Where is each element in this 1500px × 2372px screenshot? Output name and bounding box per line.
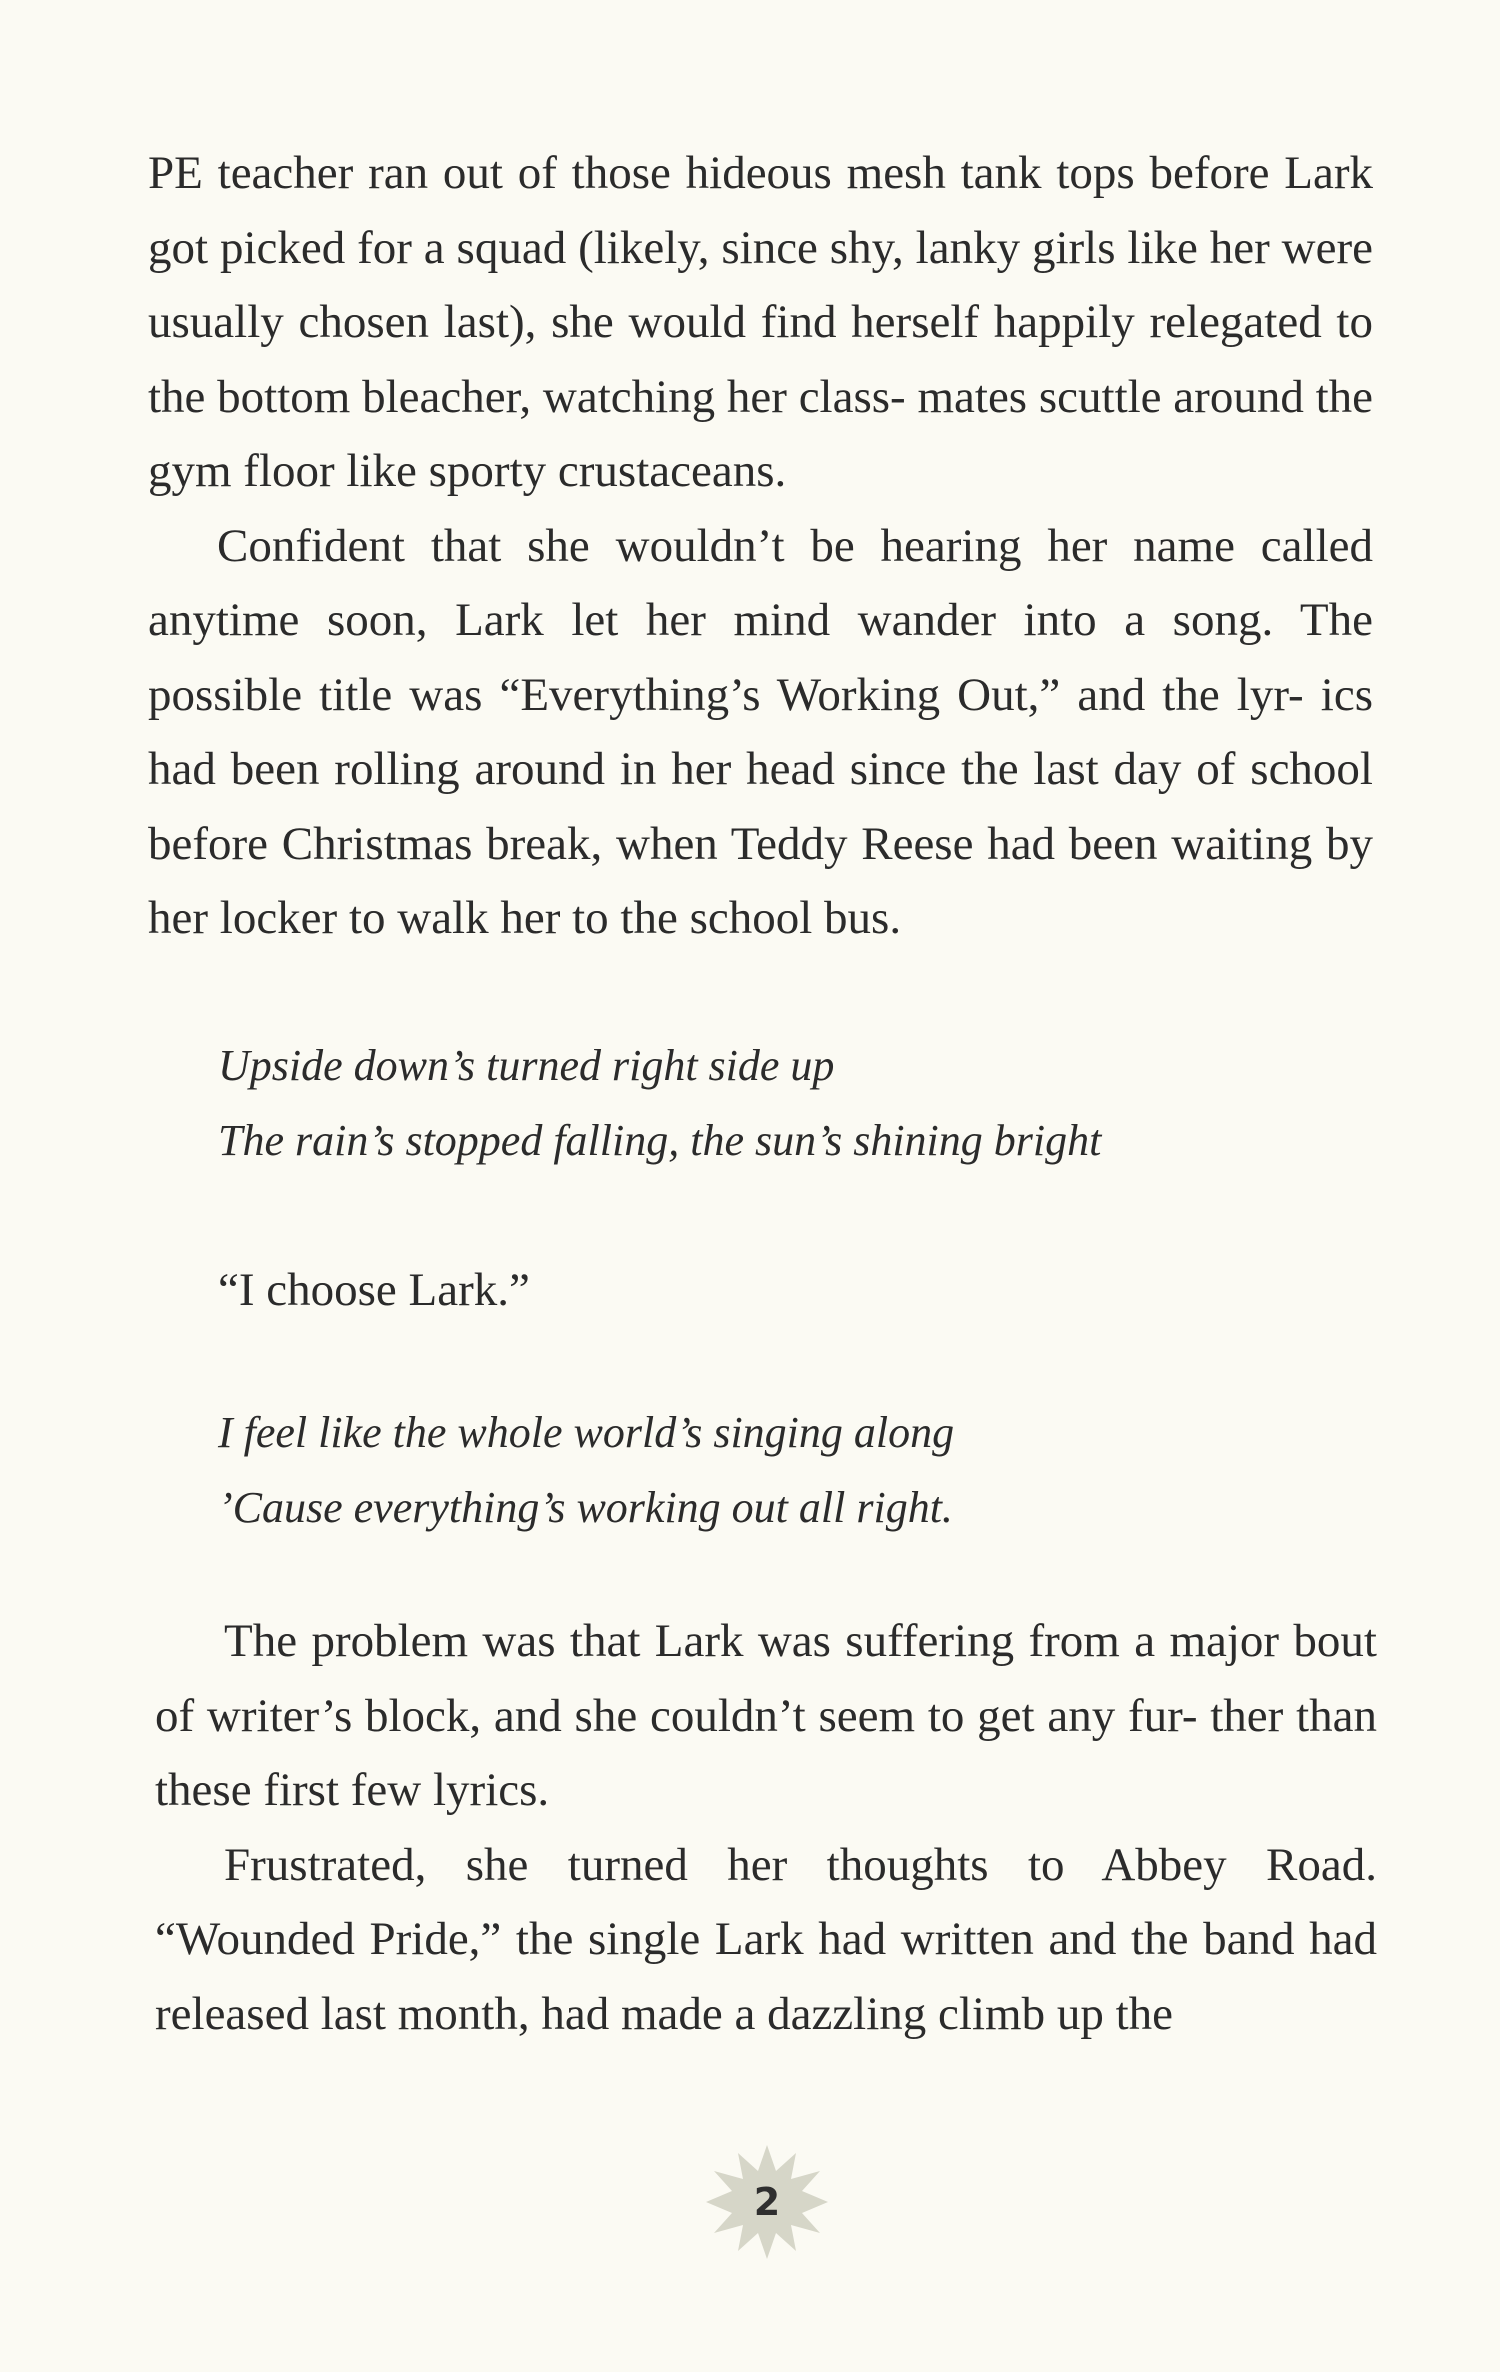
lyric-line: Upside down’s turned right side up — [218, 1041, 835, 1090]
paragraph-continuation: PE teacher ran out of those hideous mesh tank tops before Lark got picked for a squad (likely, since shy, lanky girls like her were usually chosen last), she would find herself happily relegated to the bottom bleacher, watching her class- mates scuttle around the gym floor like sporty crustaceans. — [148, 147, 1373, 497]
paragraph-confident: Confident that she wouldn’t be hearing her name called anytime soon, Lark let her mind wander into a song. The possible title was “Everything’s Working Out,” and the lyr- ics had been rolling around in her head since the last day of school before Christmas break, when Teddy Reese had been waiting by her locker to walk her to the school bus. — [148, 519, 1373, 944]
paragraph-frustrated: Frustrated, she turned her thoughts to Abbey Road. “Wounded Pride,” the single Lark had written and the band had released last month, had made a dazzling climb up the — [155, 1838, 1377, 2040]
page-number: 2 — [753, 2180, 781, 2224]
text-block-upper — [148, 136, 1373, 956]
page-number-badge — [692, 2127, 842, 2277]
paragraph-problem: The problem was that Lark was suffering from a major bout of writer’s block, and she couldn’t seem to get any fur- ther than these first few lyrics. — [155, 1615, 1377, 1816]
lyric-line: I feel like the whole world’s singing along — [218, 1408, 955, 1457]
text-block-lower — [155, 1604, 1377, 2051]
lyric-line: ’Cause everything’s working out all right. — [218, 1482, 953, 1532]
lyric-line: The rain’s stopped falling, the sun’s shining bright — [218, 1115, 1102, 1165]
song-lyrics-stanza-1 — [218, 1029, 1101, 1178]
dialogue-line: “I choose Lark.” — [218, 1264, 530, 1316]
song-lyrics-stanza-2 — [218, 1396, 954, 1545]
